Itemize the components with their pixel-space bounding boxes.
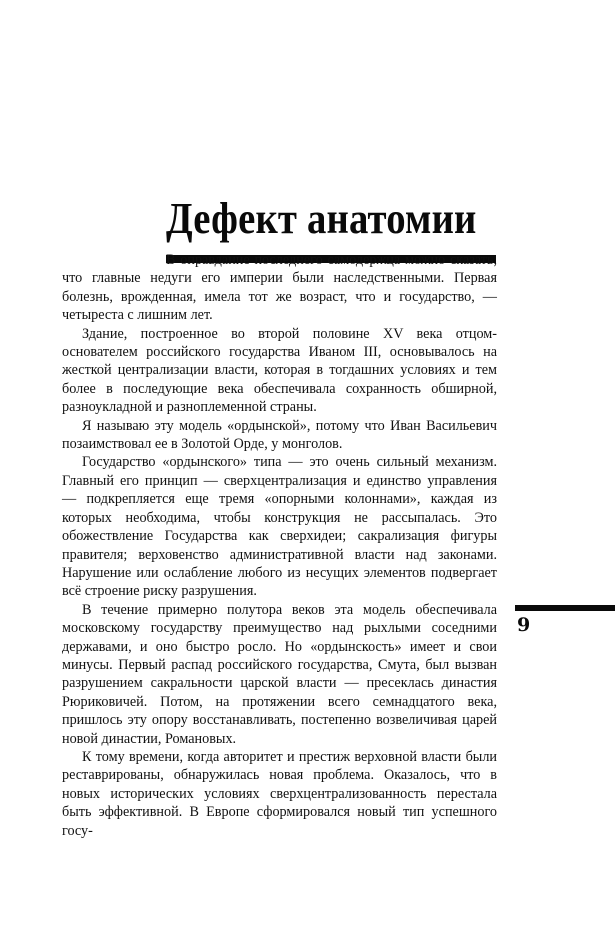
chapter-title: Дефект анатомии [166,194,477,243]
paragraph: В течение примерно полутора веков эта модель обеспечивала московскому государству преимущество над рыхлыми соседними державами, и оно быстро росло. Но «ордынскость» имеет и свои минусы. Первый распад российского государства, Смута, был вызван разрушением сакральности царской власти — пресеклась династия Рюриковичей. Потом, на протяжении всего семнадцатого века, пришлось эту опору восстанавливать, постепенно возвеличивая царей новой династии, Романовых. [62,601,497,747]
paragraph: Здание, построенное во второй половине XV века отцом-основателем российского государства Иваном III, основывалось на жесткой централизации власти, которая в тогдашних условиях и тем более в последующие века обеспечивала сохранность обширной, разноукладной и разноплеменной страны. [62,325,497,416]
chapter-heading [166,190,496,248]
paragraph: Я называю эту модель «ордынской», потому что Иван Васильевич позаимствовал ее в Золотой Орде, у монголов. [62,417,497,453]
paragraph: Государство «ордынского» типа — это очень сильный механизм. Главный его принцип — сверхцентрализация и единство управления — подкрепляется еще тремя «опорными колоннами», каждая из которых необходима, чтобы конструкция не рассыпалась. Это обожествление Государства как сверхидеи; сакрализация фигуры правителя; верховенство административной власти над законами. Нарушение или ослабление любого из несущих элементов подвергает всё строение риску разрушения. [62,454,497,600]
paragraph: К тому времени, когда авторитет и престиж верховной власти были реставрированы, обнаружилась новая проблема. Оказалось, что в новых исторических условиях сверхцентрализованность перестала быть эффективной. В Европе сформировался новый тип успешного госу- [62,748,497,839]
body-text [62,251,497,840]
page-number: 9 [517,614,531,636]
paragraph: В оправдание последнего самодержца можно сказать, что главные недуги его империи были наследственными. Первая болезнь, врожденная, имела тот же возраст, что и государство, — четыреста с лишним лет. [62,252,497,324]
page-number-rule [515,605,615,611]
